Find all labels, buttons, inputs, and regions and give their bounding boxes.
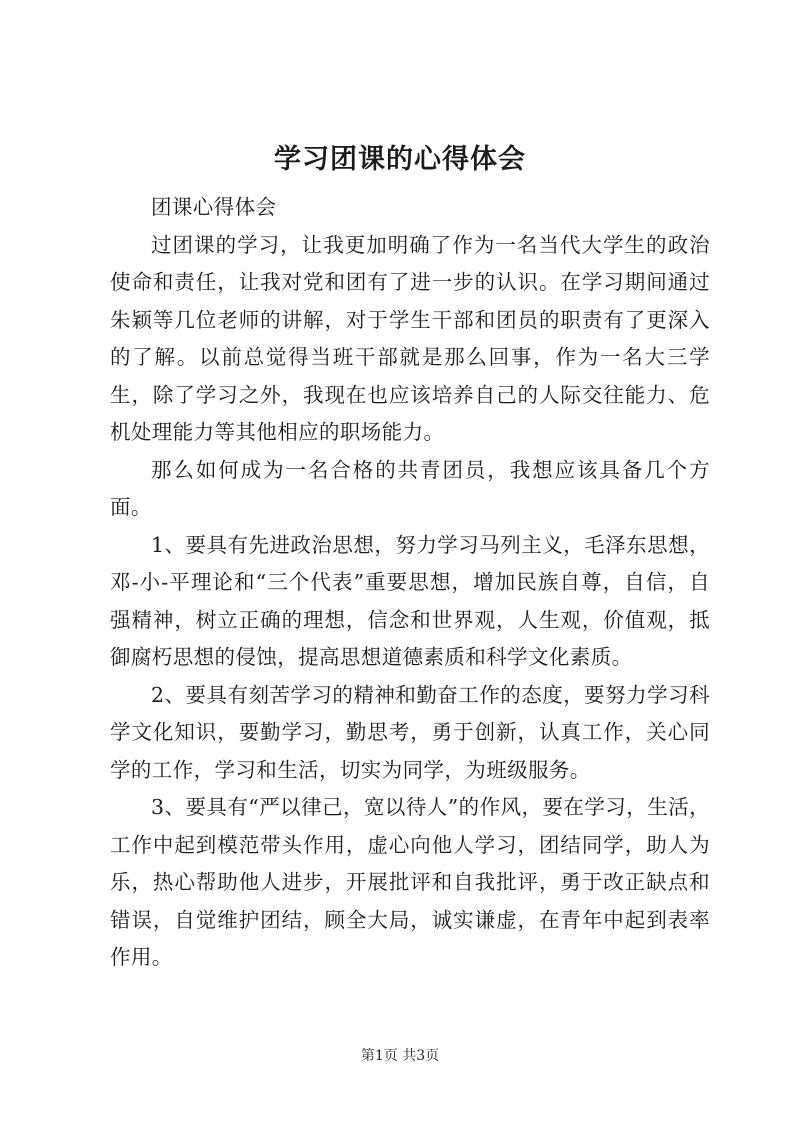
paragraph-question: 那么如何成为一名合格的共青团员，我想应该具备几个方面。 — [110, 457, 710, 519]
paragraph-subtitle: 团课心得体会 — [151, 195, 277, 219]
document-title: 学习团课的心得体会 — [274, 144, 526, 175]
paragraph-intro: 过团课的学习，让我更加明确了作为一名当代大学生的政治使命和责任，让我对党和团有了进一步的认识。在学习期间通过朱颖等几位老师的讲解，对于学生干部和团员的职责有了更深入的了解。以前总觉得当班干部就是那么回事，作为一名大三学生，除了学习之外，我现在也应该培养自己的人际交往能力、危机处理能力等其他相应的职场能力。 — [110, 232, 710, 444]
page-number-footer: 第1页 共3页 — [360, 1048, 440, 1064]
paragraph-point-2: 2、要具有刻苦学习的精神和勤奋工作的态度，要努力学习科学文化知识，要勤学习，勤思考，勇于创新，认真工作，关心同学的工作，学习和生活，切实为同学，为班级服务。 — [110, 682, 710, 782]
paragraph-point-3: 3、要具有“严以律己，宽以待人”的作风，要在学习，生活，工作中起到模范带头作用，虚心向他人学习，团结同学，助人为乐，热心帮助他人进步，开展批评和自我批评，勇于改正缺点和错误，自觉维护团结，顾全大局，诚实谦虚，在青年中起到表率作用。 — [110, 795, 710, 969]
paragraph-point-1: 1、要具有先进政治思想，努力学习马列主义，毛泽东思想，邓-小-平理论和“三个代表”重要思想，增加民族自尊，自信，自强精神，树立正确的理想，信念和世界观，人生观，价值观，抵御腐朽思想的侵蚀，提高思想道德素质和科学文化素质。 — [110, 532, 710, 669]
document-body — [110, 189, 710, 977]
